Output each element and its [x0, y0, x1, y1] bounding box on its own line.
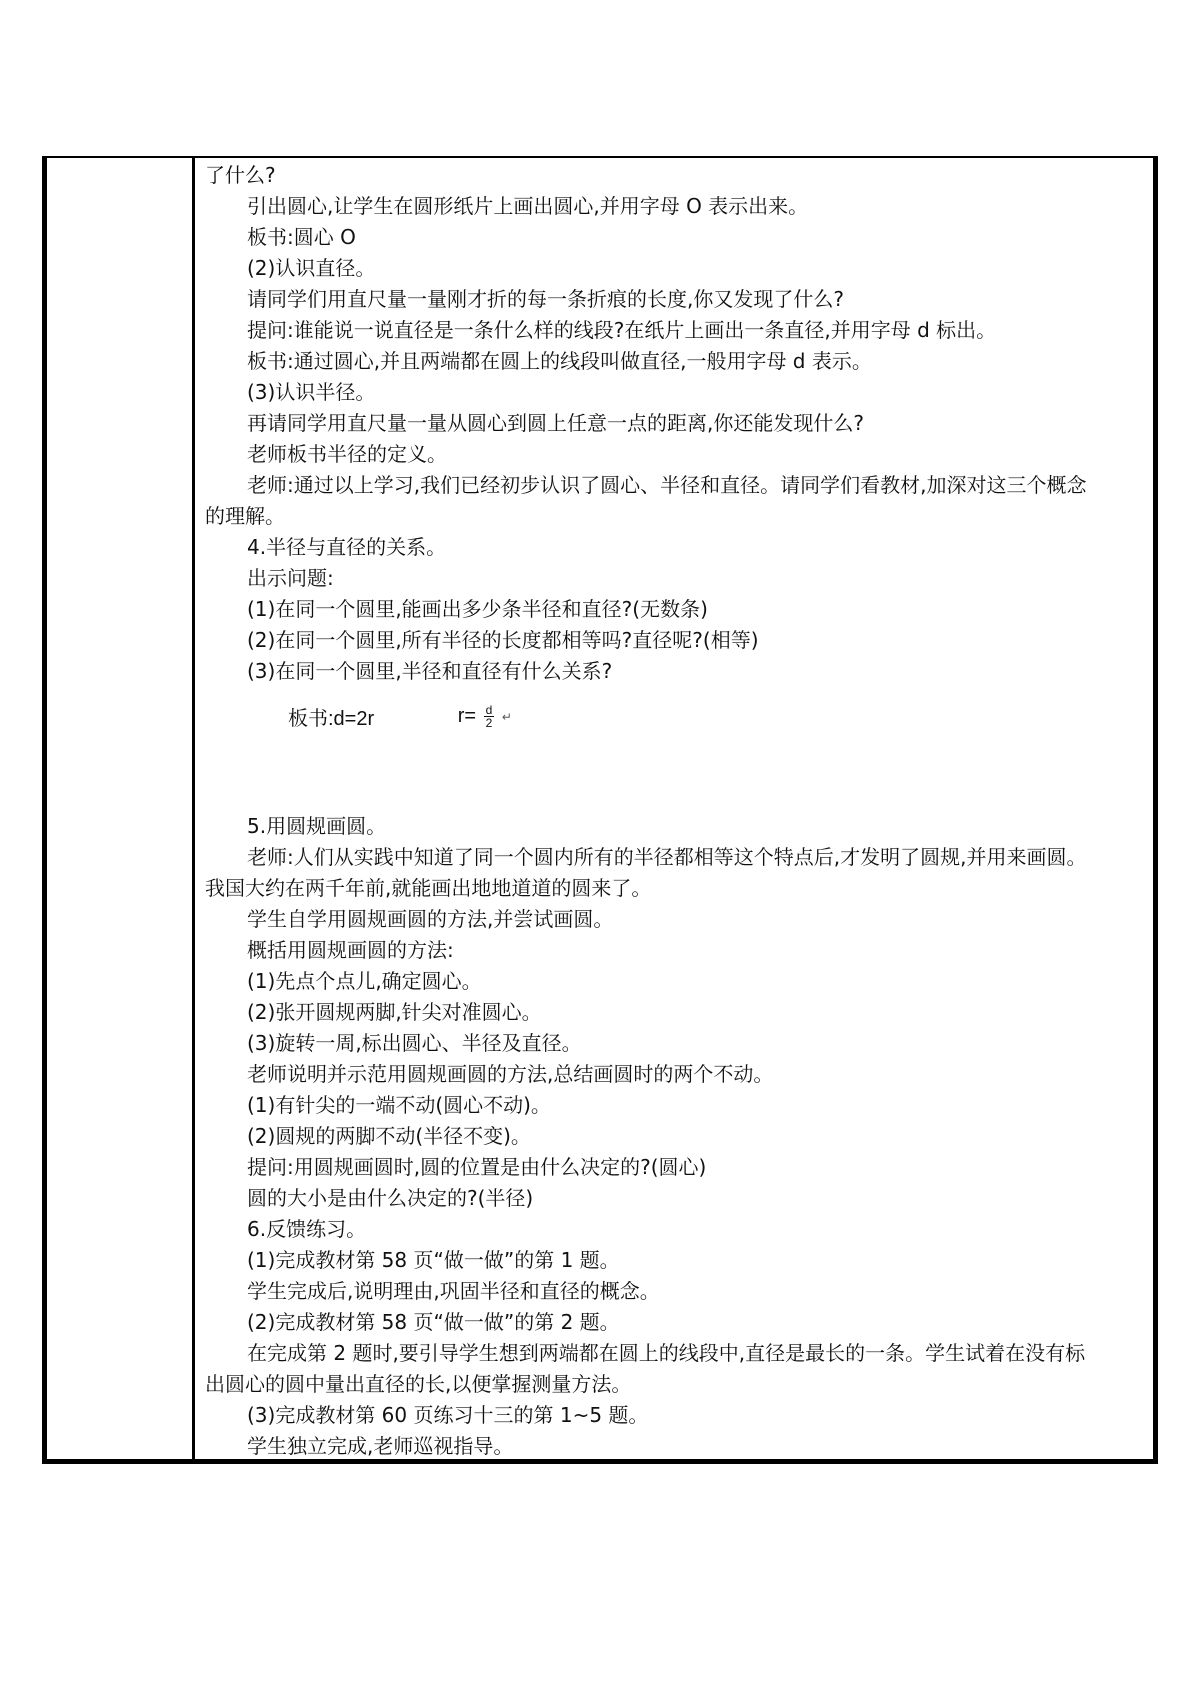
text-line: 再请同学用直尺量一量从圆心到圆上任意一点的距离,你还能发现什么?: [247, 411, 864, 435]
fraction-numerator: d: [485, 703, 493, 717]
text-line: 提问:用圆规画圆时,圆的位置是由什么决定的?(圆心): [247, 1155, 707, 1179]
text-line: 学生独立完成,老师巡视指导。: [247, 1434, 514, 1458]
text-line: (1)在同一个圆里,能画出多少条半径和直径?(无数条): [247, 597, 708, 621]
text-line: (2)认识直径。: [247, 256, 376, 280]
text-line: (2)完成教材第 58 页“做一做”的第 2 题。: [247, 1310, 620, 1334]
text-line: 板书:圆心 O: [247, 225, 356, 249]
text-line: 提问:谁能说一说直径是一条什么样的线段?在纸片上画出一条直径,并用字母 d 标出。: [247, 318, 997, 342]
text-line: 的理解。: [205, 504, 285, 528]
content-block-bottom: [205, 811, 1145, 1462]
text-line: 6.反馈练习。: [247, 1217, 367, 1241]
text-line: 5.用圆规画圆。: [247, 814, 387, 838]
text-line: 请同学们用直尺量一量刚才折的每一条折痕的长度,你又发现了什么?: [247, 287, 844, 311]
text-line: (3)认识半径。: [247, 380, 376, 404]
board-formula: [288, 702, 512, 731]
fraction-denominator: 2: [485, 716, 493, 730]
text-line: (1)完成教材第 58 页“做一做”的第 1 题。: [247, 1248, 620, 1272]
text-line: 学生自学用圆规画圆的方法,并尝试画圆。: [247, 907, 614, 931]
lesson-content: [205, 160, 1145, 1462]
formula-fraction: [484, 704, 495, 729]
text-line: 学生完成后,说明理由,巩固半径和直径的概念。: [247, 1279, 660, 1303]
text-line: 概括用圆规画圆的方法:: [247, 938, 454, 962]
text-line: 引出圆心,让学生在圆形纸片上画出圆心,并用字母 O 表示出来。: [247, 194, 809, 218]
text-line: 4.半径与直径的关系。: [247, 535, 447, 559]
text-line: 圆的大小是由什么决定的?(半径): [247, 1186, 534, 1210]
text-line: 了什么?: [205, 163, 276, 187]
text-line: (1)有针尖的一端不动(圆心不动)。: [247, 1093, 551, 1117]
text-line: 我国大约在两千年前,就能画出地地道道的圆来了。: [205, 876, 652, 900]
text-line: (2)在同一个圆里,所有半径的长度都相等吗?直径呢?(相等): [247, 628, 759, 652]
text-line: 出圆心的圆中量出直径的长,以便掌握测量方法。: [205, 1372, 632, 1396]
text-line: (1)先点个点儿,确定圆心。: [247, 969, 482, 993]
text-line: (2)圆规的两脚不动(半径不变)。: [247, 1124, 531, 1148]
text-line: (2)张开圆规两脚,针尖对准圆心。: [247, 1000, 542, 1024]
text-line: 板书:通过圆心,并且两端都在圆上的线段叫做直径,一般用字母 d 表示。: [247, 349, 872, 373]
text-line: (3)在同一个圆里,半径和直径有什么关系?: [247, 659, 613, 683]
text-line: 老师:人们从实践中知道了同一个圆内所有的半径都相等这个特点后,才发明了圆规,并用来画圆。: [247, 845, 1087, 869]
text-line: 老师:通过以上学习,我们已经初步认识了圆心、半径和直径。请同学们看教材,加深对这三个概念: [247, 473, 1087, 497]
table-border-right: [1153, 158, 1156, 1462]
formula-d-equals-2r: 板书:d=2r: [288, 708, 375, 730]
text-line: 老师说明并示范用圆规画圆的方法,总结画圆时的两个不动。: [247, 1062, 774, 1086]
return-mark-icon: ↵: [501, 709, 512, 724]
table-left-cell: [47, 158, 192, 1462]
text-line: (3)完成教材第 60 页练习十三的第 1~5 题。: [247, 1403, 649, 1427]
table-column-divider: [192, 158, 195, 1462]
text-line: 出示问题:: [247, 566, 334, 590]
formula-r-equals: r=: [457, 705, 477, 727]
text-line: 在完成第 2 题时,要引导学生想到两端都在圆上的线段中,直径是最长的一条。学生试着在没有标: [247, 1341, 1086, 1365]
text-line: (3)旋转一周,标出圆心、半径及直径。: [247, 1031, 582, 1055]
text-line: 老师板书半径的定义。: [247, 442, 447, 466]
content-block-top: [205, 160, 1145, 687]
